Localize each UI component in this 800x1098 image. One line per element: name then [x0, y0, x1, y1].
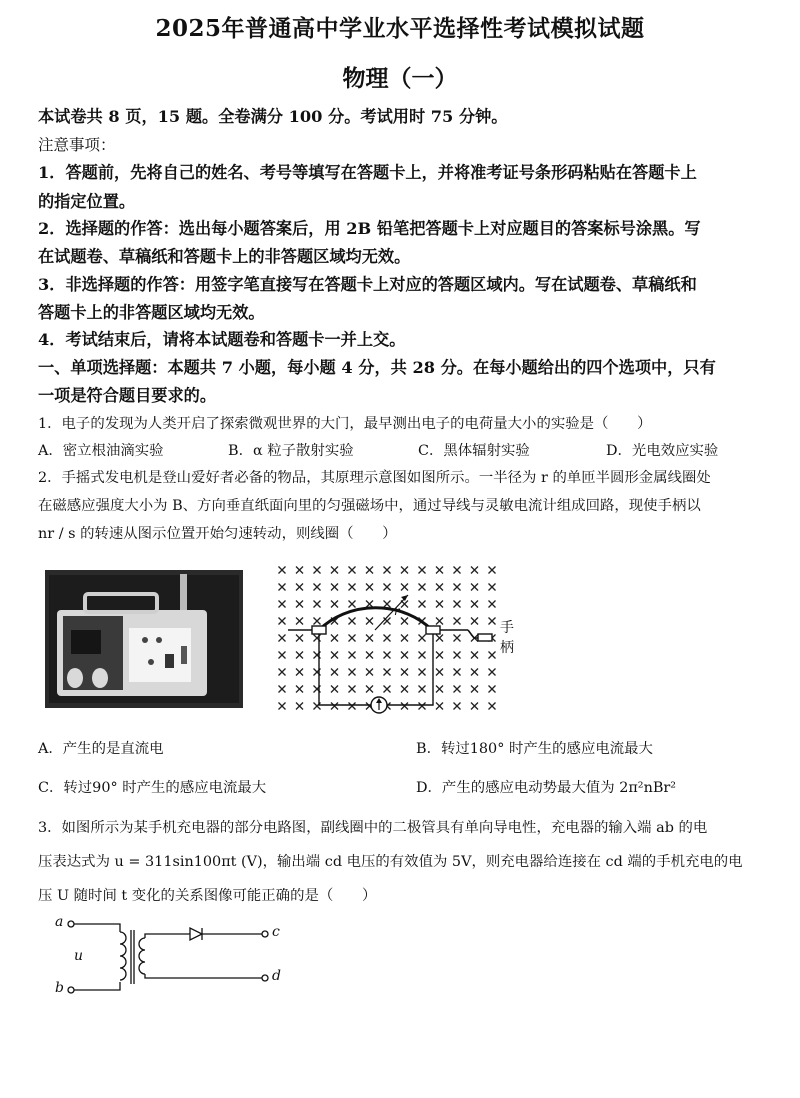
radius-label: r [394, 604, 400, 618]
q1-option-b: B．α 粒子散射实验 [228, 443, 354, 459]
handle-label: 手柄 [500, 620, 514, 656]
magnetic-field-diagram [268, 562, 528, 720]
section-heading-a: 一、单项选择题：本题共 7 小题，每小题 4 分，共 28 分。在每小题给出的四个选项中，只有 [38, 358, 716, 377]
q2-option-d: D．产生的感应电动势最大值为 2π²nBr² [416, 780, 677, 796]
notice-1a: 1．答题前，先将自己的姓名、考号等填写在答题卡上，并将准考证号条形码粘贴在答题卡上 [38, 163, 697, 182]
exam-summary: 本试卷共 8 页，15 题。全卷满分 100 分。考试用时 75 分钟。 [38, 107, 508, 126]
q2-stem-c: nr / s 的转速从图示位置开始匀速转动，则线圈（ ） [38, 526, 397, 542]
q2-stem-b: 在磁感应强度大小为 B、方向垂直纸面向里的匀强磁场中，通过导线与灵敏电流计组成回路，现使手柄以 [38, 498, 701, 514]
q3-stem-a: 3．如图所示为某手机充电器的部分电路图，副线圈中的二极管具有单向导电性，充电器的输入端 ab 的电 [38, 820, 708, 836]
q1-option-d: D．光电效应实验 [606, 443, 719, 459]
q1-option-a: A．密立根油滴实验 [38, 443, 164, 459]
q3-stem-c: 压 U 随时间 t 变化的关系图像可能正确的是（ ） [38, 888, 377, 904]
terminal-d-label: d [272, 968, 281, 984]
notice-3b: 答题卡上的非答题区域均无效。 [38, 303, 265, 322]
notice-4: 4．考试结束后，请将本试题卷和答题卡一并上交。 [38, 330, 406, 349]
input-voltage-label: u [74, 948, 84, 964]
q2-option-a: A．产生的是直流电 [38, 741, 164, 757]
section-heading-b: 一项是符合题目要求的。 [38, 386, 217, 405]
page-subtitle: 物理（一） [342, 65, 458, 92]
q2-option-b: B．转过180° 时产生的感应电流最大 [416, 741, 653, 757]
notice-3a: 3．非选择题的作答：用签字笔直接写在答题卡上对应的答题区域内。写在试题卷、草稿纸和 [38, 275, 697, 294]
charger-circuit-diagram [52, 912, 302, 1004]
terminal-b-label: b [55, 980, 64, 996]
notice-heading: 注意事项： [38, 136, 116, 154]
terminal-c-label: c [272, 924, 280, 940]
q3-stem-b: 压表达式为 u = 311sin100πt (V)，输出端 cd 电压的有效值为 5V，则充电器给连接在 cd 端的手机充电的电 [38, 854, 743, 870]
notice-2a: 2．选择题的作答：选出每小题答案后，用 2B 铅笔把答题卡上对应题目的答案标号涂黑。写 [38, 219, 701, 238]
notice-2b: 在试题卷、草稿纸和答题卡上的非答题区域均无效。 [38, 247, 411, 266]
terminal-a-label: a [55, 914, 64, 930]
q1-option-c: C．黑体辐射实验 [418, 443, 530, 459]
notice-1b: 的指定位置。 [38, 192, 136, 211]
q2-option-c: C．转过90° 时产生的感应电流最大 [38, 780, 267, 796]
generator-photo [45, 570, 243, 708]
q2-stem-a: 2．手摇式发电机是登山爱好者必备的物品，其原理示意图如图所示。一半径为 r 的单匝半圆形金属线圈处 [38, 470, 711, 486]
q1-stem: 1．电子的发现为人类开启了探索微观世界的大门，最早测出电子的电荷量大小的实验是（ ） [38, 416, 652, 432]
page-title: 2025年普通高中学业水平选择性考试模拟试题 [155, 15, 645, 42]
